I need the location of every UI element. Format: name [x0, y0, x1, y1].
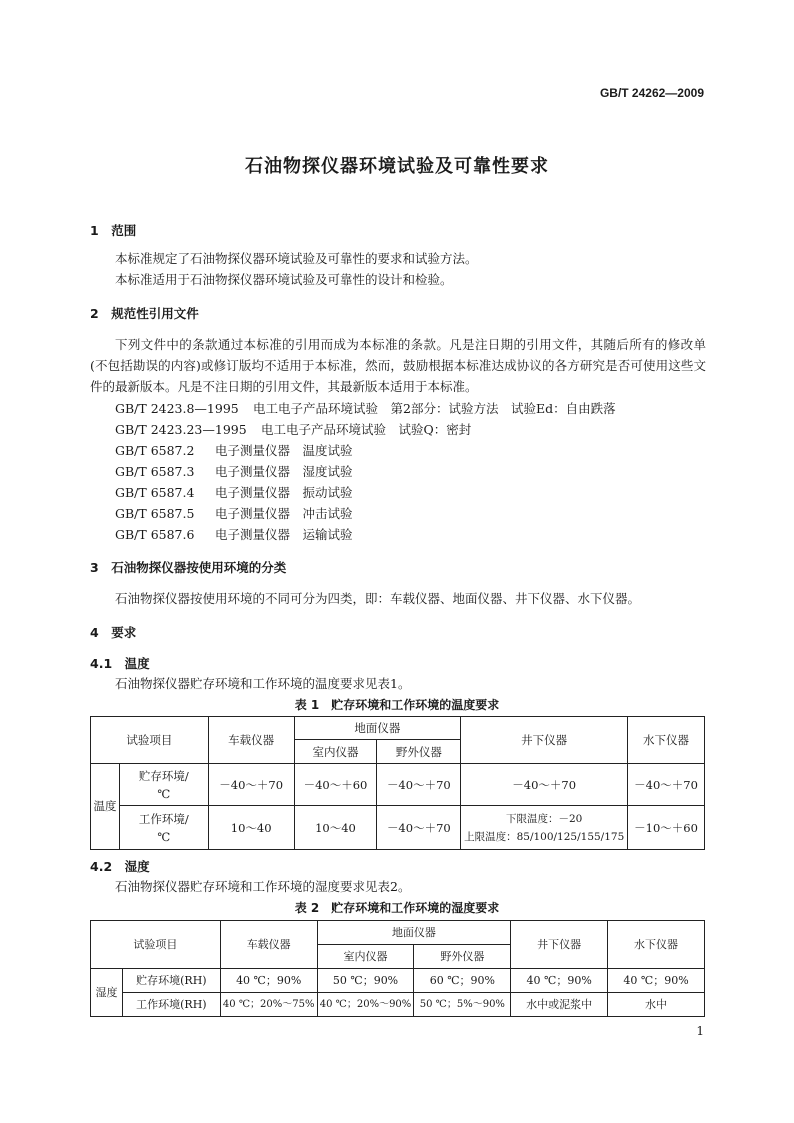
- table-1-caption: 表 1 贮存环境和工作环境的温度要求: [294, 698, 500, 712]
- reference-item: [115, 504, 353, 522]
- row-label-working: [119, 806, 208, 850]
- section-1-paragraph-2: 本标准适用于石油物探仪器环境试验及可靠性的设计和检验。: [115, 272, 453, 287]
- header-test-item: 试验项目: [91, 921, 221, 969]
- section-4-2-heading: 4.2 湿度: [90, 859, 150, 874]
- cell-field: －40～＋70: [377, 763, 461, 806]
- cell-indoor: 50 ℃；90%: [317, 969, 414, 993]
- reference-code: GB/T 6587.5: [115, 506, 195, 521]
- page-number: 1: [696, 1024, 704, 1038]
- header-test-item: 试验项目: [91, 717, 209, 764]
- row-label-storage: [119, 763, 208, 806]
- section-3-paragraph: 石油物探仪器按使用环境的不同可分为四类，即：车载仪器、地面仪器、井下仪器、水下仪器。: [115, 591, 641, 606]
- reference-code: GB/T 6587.2: [115, 443, 195, 458]
- cell-underwater: －40～＋70: [628, 763, 705, 806]
- cell-underwater: －10～＋60: [628, 806, 705, 850]
- header-field: 野外仪器: [414, 945, 511, 969]
- header-indoor: 室内仪器: [294, 740, 377, 763]
- reference-title: 电工电子产品环境试验 试验Q：密封: [261, 422, 472, 437]
- reference-item: [115, 441, 353, 459]
- downhole-lower-limit: 下限温度：－20: [505, 812, 583, 825]
- cell-indoor: 10～40: [294, 806, 377, 850]
- row-label-working: 工作环境(RH): [122, 993, 220, 1017]
- reference-item: [115, 525, 353, 543]
- header-downhole: 井下仪器: [511, 921, 608, 969]
- header-ground: 地面仪器: [294, 717, 461, 740]
- section-1-paragraph-1: 本标准规定了石油物探仪器环境试验及可靠性的要求和试验方法。: [115, 251, 478, 266]
- reference-item: [115, 399, 616, 417]
- cell-underwater: 水中: [608, 993, 705, 1017]
- reference-title: 电子测量仪器 振动试验: [215, 485, 353, 500]
- downhole-upper-limit: 上限温度：85/100/125/155/175: [464, 830, 625, 843]
- row-label-unit: ℃: [157, 829, 171, 844]
- header-downhole: 井下仪器: [461, 717, 628, 764]
- header-underwater: 水下仪器: [628, 717, 705, 764]
- reference-code: GB/T 6587.3: [115, 464, 195, 479]
- table-row: [91, 763, 705, 806]
- table-row: [91, 806, 705, 850]
- cell-downhole: [461, 806, 628, 850]
- section-4-1-paragraph: 石油物探仪器贮存环境和工作环境的温度要求见表1。: [115, 676, 411, 691]
- cell-vehicle: 40 ℃；20%～75%: [220, 993, 317, 1017]
- temperature-table: [90, 716, 705, 850]
- header-vehicle: 车载仪器: [208, 717, 294, 764]
- section-4-2-paragraph: 石油物探仪器贮存环境和工作环境的湿度要求见表2。: [115, 879, 411, 894]
- reference-title: 电子测量仪器 温度试验: [215, 443, 353, 458]
- reference-title: 电子测量仪器 运输试验: [215, 527, 353, 542]
- reference-code: GB/T 6587.4: [115, 485, 195, 500]
- section-4-1-heading: 4.1 温度: [90, 656, 150, 671]
- section-4-heading: 4 要求: [90, 625, 137, 640]
- cell-field: 60 ℃；90%: [414, 969, 511, 993]
- standard-code: GB/T 24262—2009: [599, 86, 704, 100]
- document-title: 石油物探仪器环境试验及可靠性要求: [245, 156, 549, 177]
- table-2-caption: 表 2 贮存环境和工作环境的湿度要求: [294, 901, 500, 915]
- row-group-humidity: 湿度: [91, 969, 123, 1017]
- cell-downhole: －40～＋70: [461, 763, 628, 806]
- cell-field: 50 ℃；5%～90%: [414, 993, 511, 1017]
- row-label-unit: ℃: [157, 786, 171, 801]
- header-ground: 地面仪器: [317, 921, 511, 945]
- table-row: [91, 993, 705, 1017]
- cell-indoor: －40～＋60: [294, 763, 377, 806]
- cell-underwater: 40 ℃；90%: [608, 969, 705, 993]
- cell-field: －40～＋70: [377, 806, 461, 850]
- humidity-table: [90, 920, 705, 1017]
- section-2-heading: 2 规范性引用文件: [90, 306, 199, 321]
- reference-title: 电工电子产品环境试验 第2部分：试验方法 试验Ed：自由跌落: [253, 401, 616, 416]
- cell-vehicle: 10～40: [208, 806, 294, 850]
- section-1-heading: 1 范围: [90, 223, 137, 238]
- cell-vehicle: 40 ℃；90%: [220, 969, 317, 993]
- reference-code: GB/T 2423.23—1995: [115, 422, 247, 437]
- row-label-line: 工作环境/: [138, 811, 189, 826]
- reference-code: GB/T 2423.8—1995: [115, 401, 239, 416]
- section-3-heading: 3 石油物探仪器按使用环境的分类: [90, 560, 287, 575]
- reference-title: 电子测量仪器 湿度试验: [215, 464, 353, 479]
- header-vehicle: 车载仪器: [220, 921, 317, 969]
- reference-item: [115, 420, 471, 438]
- reference-item: [115, 483, 353, 501]
- section-2-paragraph: 下列文件中的条款通过本标准的引用而成为本标准的条款。凡是注日期的引用文件，其随后所有的修改单(不包括勘误的内容)或修订版均不适用于本标准，然而，鼓励根据本标准达成协议的各方研究是否可使用这些文件的最新版本。凡是不注日期的引用文件，其最新版本适用于本标准。: [90, 337, 706, 394]
- header-field: 野外仪器: [377, 740, 461, 763]
- reference-item: [115, 462, 353, 480]
- cell-downhole: 水中或泥浆中: [511, 993, 608, 1017]
- row-group-temperature: 温度: [91, 763, 120, 849]
- table-row: [91, 969, 705, 993]
- row-label-storage: 贮存环境(RH): [122, 969, 220, 993]
- row-label-line: 贮存环境/: [138, 768, 189, 783]
- cell-indoor: 40 ℃；20%～90%: [317, 993, 414, 1017]
- cell-vehicle: －40～＋70: [208, 763, 294, 806]
- cell-downhole: 40 ℃；90%: [511, 969, 608, 993]
- reference-title: 电子测量仪器 冲击试验: [215, 506, 353, 521]
- header-underwater: 水下仪器: [608, 921, 705, 969]
- header-indoor: 室内仪器: [317, 945, 414, 969]
- reference-code: GB/T 6587.6: [115, 527, 195, 542]
